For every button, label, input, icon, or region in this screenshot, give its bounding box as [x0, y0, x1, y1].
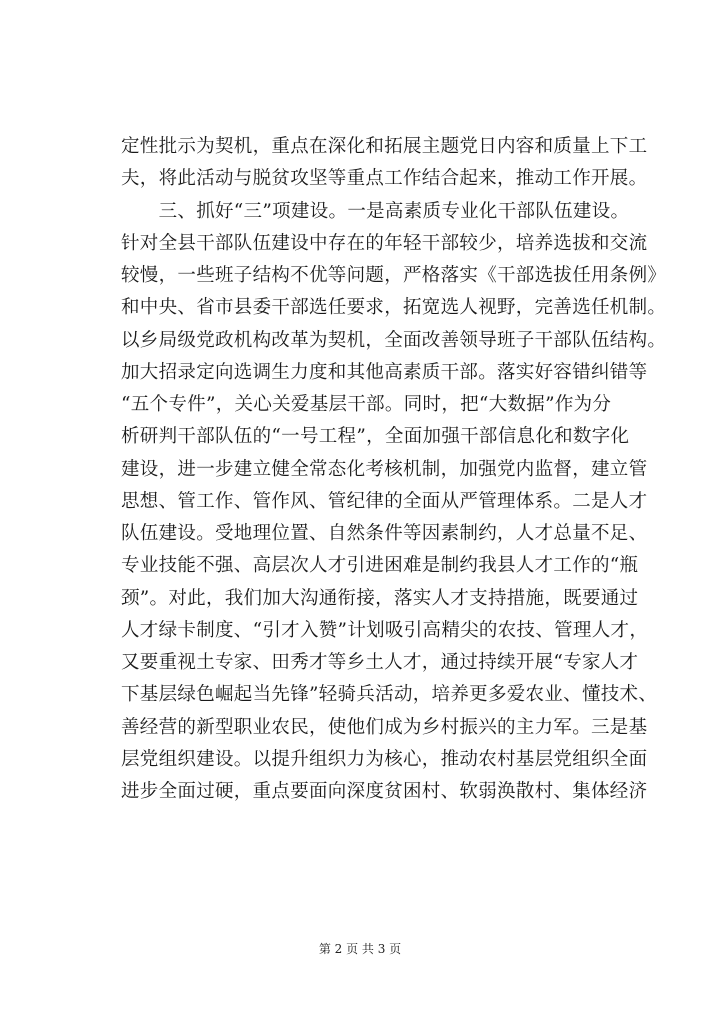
- text-line: 队伍建设。受地理位置、自然条件等因素制约，人才总量不足、: [121, 523, 648, 544]
- text-line: 又要重视土专家、田秀才等乡土人才，通过持续开展“专家人才: [121, 652, 639, 673]
- text-line: 人才绿卡制度、“引才入赞”计划吸引高精尖的农技、管理人才，: [121, 619, 649, 641]
- text-line: 夫，将此活动与脱贫攻坚等重点工作结合起来，推动工作开展。: [121, 168, 648, 190]
- text-line: 加大招录定向选调生力度和其他高素质干部。落实好容错纠错等: [121, 361, 648, 383]
- text-line: 思想、管工作、管作风、管纪律的全面从严管理体系。二是人才: [121, 490, 648, 512]
- body-text: [121, 131, 667, 808]
- text-line: 以乡局级党政机构改革为契机，全面改善领导班子干部队伍结构。: [121, 329, 667, 351]
- text-line: 专业技能不强、高层次人才引进困难是制约我县人才工作的“瓶: [121, 555, 639, 577]
- text-line: 层党组织建设。以提升组织力为核心，推动农村基层党组织全面: [121, 748, 648, 770]
- text-line: 建设，进一步建立健全常态化考核机制，加强党内监督，建立管: [121, 458, 648, 480]
- text-line: 针对全县干部队伍建设中存在的年轻干部较少，培养选拔和交流: [121, 232, 648, 254]
- text-line: 颈”。对此，我们加大沟通衔接，落实人才支持措施，既要通过: [121, 587, 639, 609]
- page-number-footer: 第 2 页 共 3 页: [318, 942, 402, 956]
- text-line: 三、抓好“三”项建设。一是高素质专业化干部队伍建设。: [121, 200, 630, 222]
- text-line: 下基层绿色崛起当先锋”轻骑兵活动，培养更多爱农业、懂技术、: [121, 684, 658, 706]
- text-line: “五个专件”，关心关爱基层干部。同时，把“大数据”作为分: [121, 394, 612, 415]
- text-line: 较慢，一些班子结构不优等问题，严格落实《干部选拔任用条例》: [121, 265, 667, 286]
- text-line: 定性批示为契机，重点在深化和拓展主题党日内容和质量上下工: [121, 136, 648, 157]
- text-line: 进步全面过硬，重点要面向深度贫困村、软弱涣散村、集体经济: [121, 781, 648, 802]
- text-line: 善经营的新型职业农民，使他们成为乡村振兴的主力军。三是基: [121, 716, 648, 738]
- text-line: 析研判干部队伍的“一号工程”，全面加强干部信息化和数字化: [121, 426, 630, 448]
- text-line: 和中央、省市县委干部选任要求，拓宽选人视野，完善选任机制。: [121, 297, 667, 319]
